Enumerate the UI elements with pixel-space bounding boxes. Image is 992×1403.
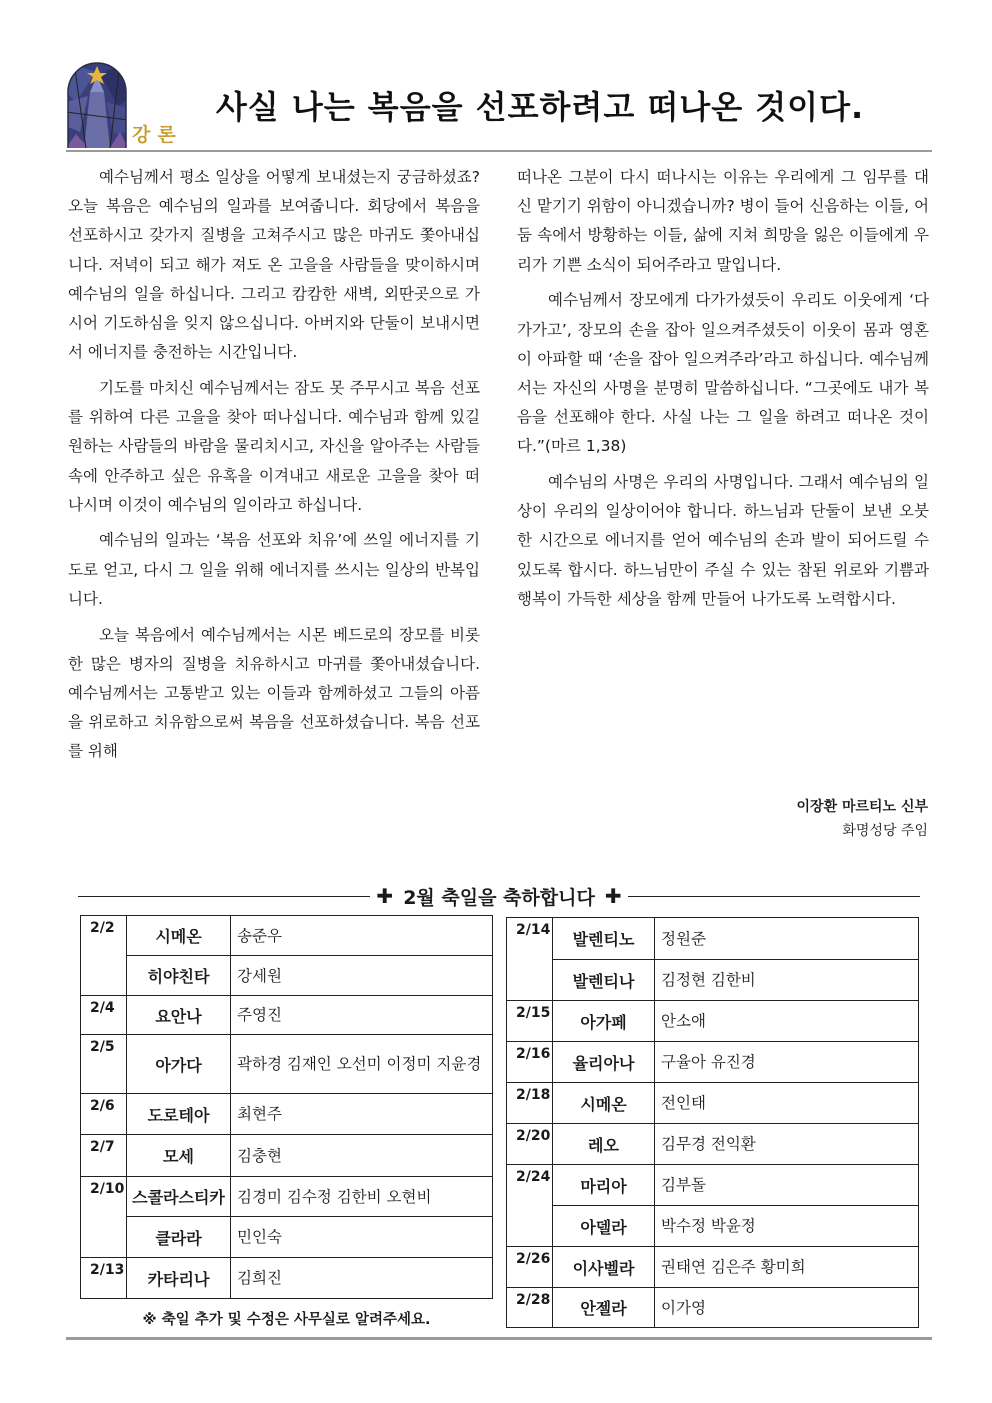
- paragraph: 오늘 복음에서 예수님께서는 시몬 베드로의 장모를 비롯한 많은 병자의 질병을 치유하시고 마귀를 쫓아내셨습니다. 예수님께서는 고통받고 있는 이들과 함께하셨고 그들의 아픔을 위로하고 치유함으로써 복음을 선포하셨습니다. 복음 선포를 위해: [68, 625, 480, 761]
- date-cell: 2/13: [81, 1258, 127, 1299]
- parishioner-names: 김경미 김수정 김한비 오현비: [231, 1177, 493, 1217]
- parishioner-names: 김희진: [231, 1258, 493, 1299]
- table-row: [81, 1035, 493, 1094]
- homily-right-column: [517, 163, 929, 621]
- parishioner-names: 강세원: [231, 956, 493, 996]
- table-row: [81, 1217, 493, 1258]
- saint-name: 이사벨라: [553, 1247, 655, 1288]
- saint-name: 시메온: [127, 916, 231, 956]
- paragraph: 기도를 마치신 예수님께서는 잠도 못 주무시고 복음 선포를 위하여 다른 고을을 찾아 떠나십니다. 예수님과 함께 있길 원하는 사람들의 바람을 물리치시고, 자신을 알아주는 사람들 속에 안주하고 싶은 유혹을 이겨내고 새로운 고을을 찾아 떠나시며 이것이 예수님의 일이라고 하십니다.: [68, 378, 480, 514]
- saint-name: 마리아: [553, 1165, 655, 1206]
- saint-name: 아가다: [127, 1035, 231, 1094]
- saint-name: 아델라: [553, 1206, 655, 1247]
- saint-name: 레오: [553, 1124, 655, 1165]
- paragraph: 예수님의 사명은 우리의 사명입니다. 그래서 예수님의 일상이 우리의 일상이어야 합니다. 하느님과 단둘이 보낸 오붓한 시간으로 에너지를 얻어 예수님의 손과 발이 되어드릴 수 있도록 합시다. 하느님만이 주실 수 있는 참된 위로와 기쁨과 행복이 가득한 세상을 함께 만들어 나가도록 노력합시다.: [517, 473, 929, 608]
- table-row: [507, 918, 919, 960]
- saint-name: 안젤라: [553, 1288, 655, 1328]
- parishioner-names: 곽하경 김재인 오선미 이정미 지윤경: [231, 1035, 493, 1094]
- saint-name: 시메온: [553, 1083, 655, 1124]
- section-label: 강론: [132, 124, 183, 146]
- parishioner-names: 김충현: [231, 1135, 493, 1177]
- table-row: [507, 1165, 919, 1206]
- title-divider: [66, 150, 932, 152]
- saint-name: 율리아나: [553, 1042, 655, 1083]
- paragraph: 떠나온 그분이 다시 떠나시는 이유는 우리에게 그 임무를 대신 맡기기 위함이 아니겠습니까? 병이 들어 신음하는 이들, 어둠 속에서 방황하는 이들, 삶에 지쳐 희망을 잃은 이들에게 우리가 기쁜 소식이 되어주라고 말입니다.: [517, 168, 929, 274]
- table-row: [507, 1124, 919, 1165]
- saint-name: 발렌티노: [553, 918, 655, 960]
- saint-name: 도로테아: [127, 1094, 231, 1135]
- parishioner-names: 최현주: [231, 1094, 493, 1135]
- cross-icon: ✚: [376, 884, 394, 908]
- table-row: [81, 1135, 493, 1177]
- parishioner-names: 송준우: [231, 916, 493, 956]
- date-cell: 2/14: [507, 918, 553, 1001]
- parishioner-names: 정원준: [655, 918, 919, 960]
- table-row: [507, 1001, 919, 1042]
- parishioner-names: 이가영: [655, 1288, 919, 1328]
- divider: [628, 896, 920, 897]
- date-cell: 2/2: [81, 916, 127, 996]
- cross-icon: ✚: [604, 884, 622, 908]
- date-cell: 2/16: [507, 1042, 553, 1083]
- parishioner-names: 구율아 유진경: [655, 1042, 919, 1083]
- saint-name: 히야친타: [127, 956, 231, 996]
- parishioner-names: 민인숙: [231, 1217, 493, 1258]
- parishioner-names: 김부돌: [655, 1165, 919, 1206]
- feast-heading: [78, 881, 920, 911]
- saint-name: 모세: [127, 1135, 231, 1177]
- table-row: [81, 916, 493, 956]
- divider: [78, 896, 370, 897]
- parishioner-names: 김정현 김한비: [655, 960, 919, 1001]
- date-cell: 2/10: [81, 1177, 127, 1258]
- bottom-divider: [66, 1337, 932, 1340]
- paragraph: 예수님께서 평소 일상을 어떻게 보내셨는지 궁금하셨죠? 오늘 복음은 예수님의 일과를 보여줍니다. 회당에서 복음을 선포하시고 갖가지 질병을 고쳐주시고 많은 마귀도 쫓아내십니다. 저녁이 되고 해가 져도 온 고을을 사람들을 맞이하시며 예수님의 일을 하십니다. 그리고 캄캄한 새벽, 외딴곳으로 가시어 기도하심을 잊지 않으십니다. 아버지와 단둘이 보내시면서 에너지를 충전하는 시간입니다.: [68, 168, 480, 362]
- homily-left-column: [68, 163, 480, 773]
- date-cell: 2/18: [507, 1083, 553, 1124]
- feast-table-right: [506, 917, 919, 1328]
- date-cell: 2/26: [507, 1247, 553, 1288]
- table-row: [507, 960, 919, 1001]
- parishioner-names: 주영진: [231, 996, 493, 1035]
- date-cell: 2/4: [81, 996, 127, 1035]
- table-row: [507, 1083, 919, 1124]
- feast-heading-text: 2월 축일을 축하합니다: [403, 886, 595, 909]
- date-cell: 2/28: [507, 1288, 553, 1328]
- parishioner-names: 안소애: [655, 1001, 919, 1042]
- table-row: [81, 1094, 493, 1135]
- table-row: [81, 956, 493, 996]
- paragraph: 예수님께서 장모에게 다가가셨듯이 우리도 이웃에게 ‘다가가고’, 장모의 손을 잡아 일으켜주셨듯이 이웃이 몸과 영혼이 아파할 때 ‘손을 잡아 일으켜주라’라고 하십니다. 예수님께서는 자신의 사명을 분명히 말씀하십니다. “그곳에도 내가 복음을 선포해야 한다. 사실 나는 그 일을 하려고 떠나온 것이다.”(마르 1,38): [517, 291, 929, 456]
- date-cell: 2/15: [507, 1001, 553, 1042]
- page-title: 사실 나는 복음을 선포하려고 떠나온 것이다.: [215, 88, 865, 126]
- parishioner-names: 권태연 김은주 황미희: [655, 1247, 919, 1288]
- feast-table-left: [80, 915, 493, 1299]
- table-row: [81, 1177, 493, 1217]
- date-cell: 2/7: [81, 1135, 127, 1177]
- date-cell: 2/6: [81, 1094, 127, 1135]
- table-row: [507, 1288, 919, 1328]
- paragraph: 예수님의 일과는 ‘복음 선포와 치유’에 쓰일 에너지를 기도로 얻고, 다시 그 일을 위해 에너지를 쓰시는 일상의 반복입니다.: [68, 531, 480, 608]
- date-cell: 2/5: [81, 1035, 127, 1094]
- table-row: [507, 1247, 919, 1288]
- saint-name: 아가페: [553, 1001, 655, 1042]
- parishioner-names: 김무경 전익환: [655, 1124, 919, 1165]
- table-row: [507, 1206, 919, 1247]
- stained-glass-star-icon: [66, 62, 128, 148]
- saint-name: 카타리나: [127, 1258, 231, 1299]
- saint-name: 발렌티나: [553, 960, 655, 1001]
- signature: [797, 795, 928, 843]
- feast-note: ※ 축일 추가 및 수정은 사무실로 알려주세요.: [142, 1312, 431, 1328]
- date-cell: 2/24: [507, 1165, 553, 1247]
- saint-name: 요안나: [127, 996, 231, 1035]
- saint-name: 스콜라스티카: [127, 1177, 231, 1217]
- table-row: [507, 1042, 919, 1083]
- signature-name: 이장환 마르티노 신부: [796, 799, 928, 815]
- table-row: [81, 996, 493, 1035]
- date-cell: 2/20: [507, 1124, 553, 1165]
- saint-name: 클라라: [127, 1217, 231, 1258]
- table-row: [81, 1258, 493, 1299]
- parishioner-names: 박수정 박윤정: [655, 1206, 919, 1247]
- parishioner-names: 전인태: [655, 1083, 919, 1124]
- signature-role: 화명성당 주임: [842, 823, 928, 839]
